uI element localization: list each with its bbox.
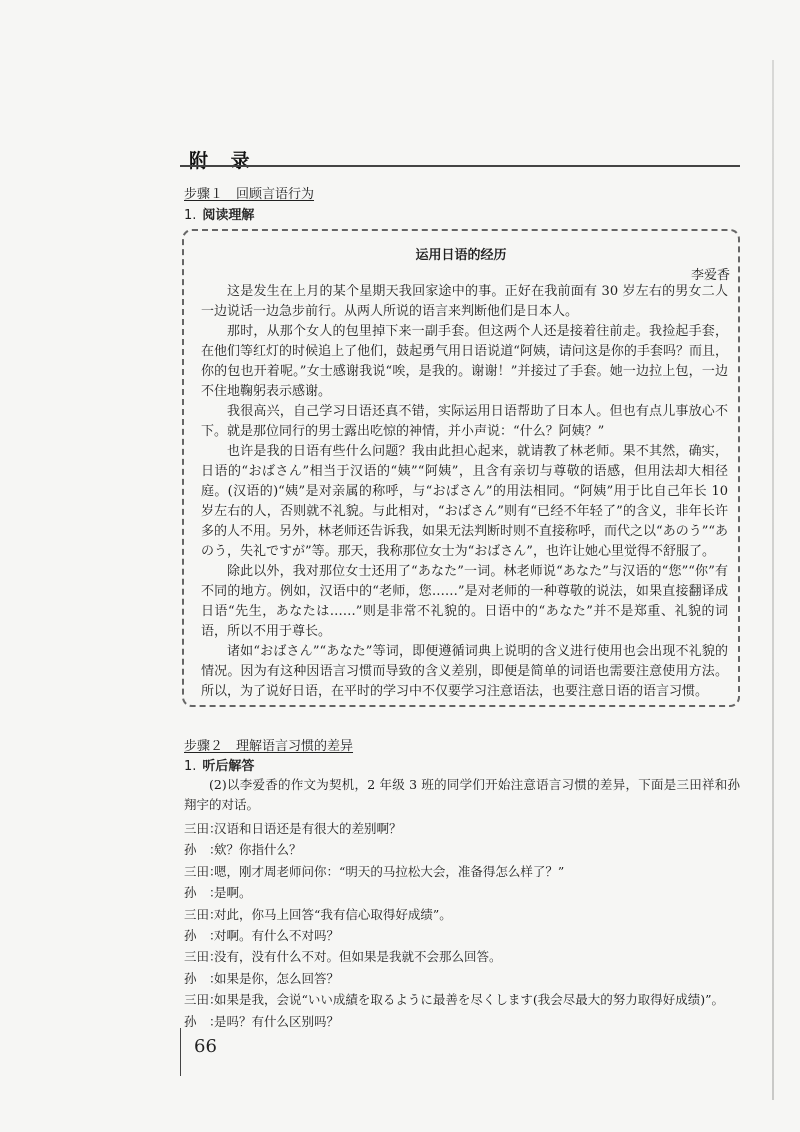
dialog-line (184, 989, 740, 1010)
dialog-line (184, 882, 740, 903)
utterance: 没有，没有什么不对。但如果是我就不会那么回答。 (214, 949, 502, 965)
reading-paragraph: 除此以外，我对那位女士还用了“あなた”一词。林老师说“あなた”与汉语的“您”“你”有不同的地方。例如，汉语中的“老师，您……”是对老师的一种尊敬的说法，如果直接翻译成日语“先生，あなたは……”则是非常不礼貌的。日语中的“あなた”并不是郑重、礼貌的词语，所以不用于尊长。 (201, 564, 728, 639)
step-2-label: 步骤２ 理解语言习惯的差异 (184, 739, 354, 754)
dialog-line (184, 861, 740, 882)
speaker: 三田： (184, 949, 222, 965)
section-label: 听后解答 (202, 759, 255, 774)
section-number: 1. (184, 208, 197, 223)
utterance: 是啊。 (214, 885, 252, 901)
utterance: 嗯，刚才周老师问你：“明天的马拉松大会，准备得怎么样了？” (214, 863, 565, 879)
reading-paragraph: 也许是我的日语有些什么问题？我由此担心起来，就请教了林老师。果不其然，确实，日语的“おばさん”相当于汉语的“姨”“阿姨”，且含有亲切与尊敬的语感，但用法却大相径庭。(汉语的)“姨”是对亲属的称呼，与“おばさん”的用法相同。“阿姨”用于比自己年长 10 岁左右的人，否则就不礼貌。与此相对，“おばさん”则有“已经不年轻了”的含义，非年长许多的人不用。另外，林老师还告诉我，如果无法判断时则不直接称呼，而代之以“あのう”“あのう，失礼ですが”等。那天，我称那位女士为“おばさん”，也许让她心里觉得不舒服了。 (201, 444, 728, 559)
speaker: 三田： (184, 906, 222, 922)
section-reading-heading (184, 204, 254, 223)
speaker: 三田： (184, 992, 222, 1008)
page-edge (772, 60, 774, 1100)
reading-paragraph: 那时，从那个女人的包里掉下来一副手套。但这两个人还是接着往前走。我捡起手套，在他们等红灯的时候追上了他们，鼓起勇气用日语说道“阿姨，请问这是你的手套吗？而且，你的包也开着呢。”女士感谢我说“唉，是我的。谢谢！”并接过了手套。她一边拉上包，一边不住地鞠躬表示感谢。 (201, 324, 728, 399)
page-number: 66 (194, 1036, 217, 1057)
step-1-heading (184, 183, 314, 202)
dialog (184, 818, 740, 1032)
dialog-line (184, 925, 740, 946)
dialog-intro: (2)以李爱香的作文为契机，2 年级 3 班的同学们开始注意语言习惯的差异，下面是三田祥和孙翔宇的对话。 (184, 777, 740, 812)
reading-title: 运用日语的经历 (415, 248, 507, 263)
dialog-line (184, 968, 740, 989)
reading-paragraph: 诸如“おばさん”“あなた”等词，即便遵循词典上说明的含义进行使用也会出现不礼貌的情况。因为有这种因语言习惯而导致的含义差别，即便是简单的词语也需要注意使用方法。所以，为了说好日语，在平时的学习中不仅要学习注意语法，也要注意日语的语言习惯。 (201, 644, 728, 699)
reading-paragraph: 我很高兴，自己学习日语还真不错，实际运用日语帮助了日本人。但也有点儿事放心不下。就是那位同行的男士露出吃惊的神情，并小声说：“什么？阿姨？” (201, 404, 728, 439)
step-2-heading (184, 735, 353, 754)
dialog-line (184, 946, 740, 967)
speaker: 孙 ： (184, 842, 222, 858)
dialog-line (184, 1011, 740, 1032)
dialog-line (184, 839, 740, 860)
utterance: 对啊。有什么不对吗？ (214, 928, 340, 944)
reading-body (201, 282, 728, 702)
step-1-label: 步骤１ 回顾言语行为 (184, 187, 315, 202)
speaker: 三田： (184, 863, 222, 879)
utterance: 汉语和日语还是有很大的差别啊？ (214, 821, 402, 836)
section-label: 阅读理解 (202, 208, 255, 223)
section-number: 1. (184, 759, 197, 774)
utterance: 对此，你马上回答“我有信心取得好成绩”。 (214, 906, 452, 922)
chapter-divider (180, 165, 740, 167)
speaker: 孙 ： (184, 1013, 222, 1029)
speaker: 三田： (184, 821, 222, 836)
utterance: 欸？你指什么？ (214, 842, 302, 858)
utterance: 如果是我，会说“いい成績を取るように最善を尽くします(我会尽最大的努力取得好成绩)”。 (214, 992, 725, 1008)
dialog-line (184, 818, 740, 839)
dialog-line (184, 904, 740, 925)
utterance: 是吗？有什么区别吗？ (214, 1013, 340, 1029)
footer-divider (180, 1028, 181, 1076)
speaker: 孙 ： (184, 885, 222, 901)
chapter-title: 附 录 (189, 150, 258, 172)
utterance: 如果是你，怎么回答？ (214, 970, 340, 986)
speaker: 孙 ： (184, 928, 222, 944)
reading-paragraph: 这是发生在上月的某个星期天我回家途中的事。正好在我前面有 30 岁左右的男女二人一边说话一边急步前行。从两人所说的语言来判断他们是日本人。 (201, 284, 728, 319)
speaker: 孙 ： (184, 970, 222, 986)
section-listening-heading (184, 755, 254, 774)
reading-author: 李爱香 (690, 268, 730, 283)
